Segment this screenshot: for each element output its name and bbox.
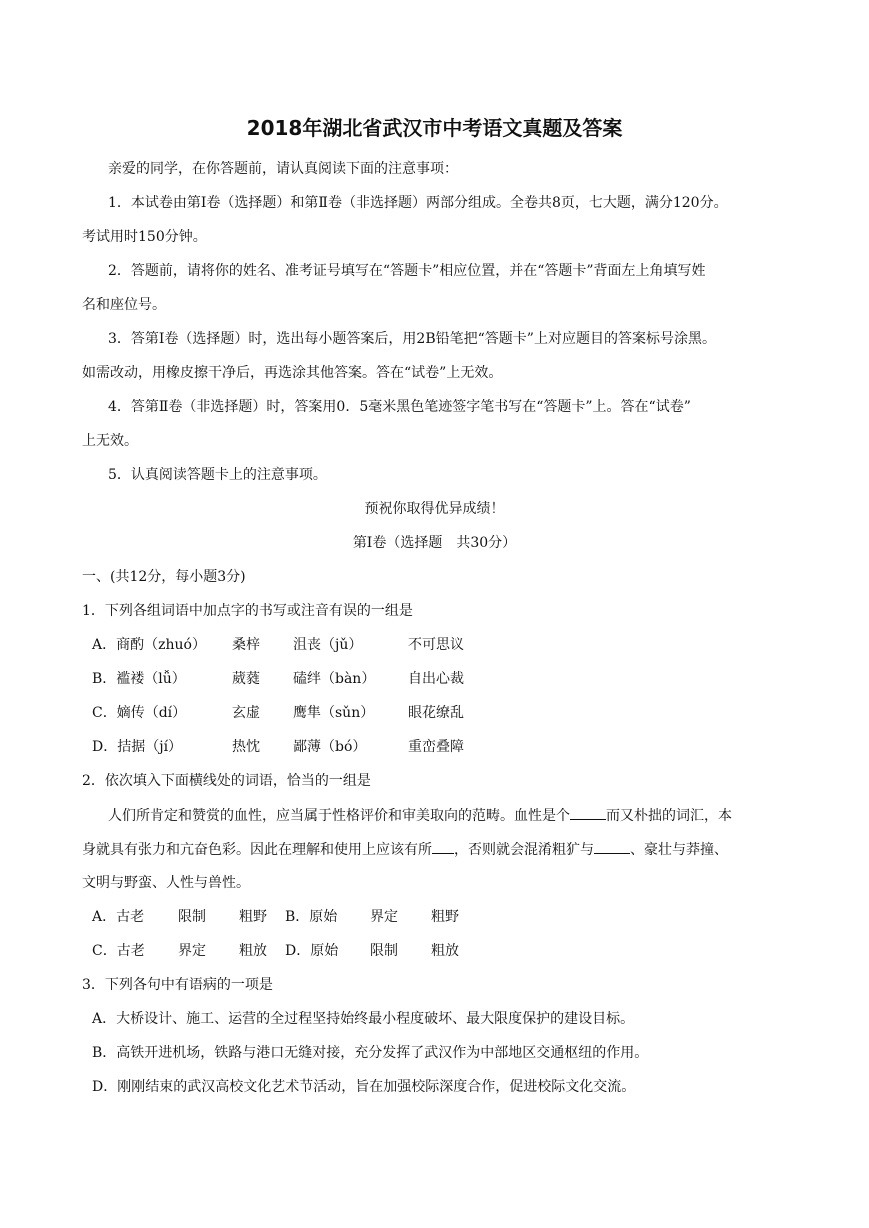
intro-text: 亲爱的同学，在你答题前，请认真阅读下面的注意事项： xyxy=(108,161,458,177)
option-cell: 自出心裁 xyxy=(408,671,464,687)
question-3-option-a: A．大桥设计、施工、运营的全过程坚持始终最小程度破坏、最大限度保护的建设目标。 xyxy=(92,1011,635,1027)
question-3-option-d: D．刚刚结束的武汉高校文化艺术节活动，旨在加强校际深度合作，促进校际文化交流。 xyxy=(92,1079,636,1095)
option-cell: C．嫡传（dí） xyxy=(92,705,187,721)
option-cell: 眼花缭乱 xyxy=(408,705,464,721)
fill-blank-1 xyxy=(570,805,606,820)
option-cell: B．原始 xyxy=(285,909,338,925)
option-cell: B．褴褛（lǚ） xyxy=(92,671,186,687)
passage-line-1 xyxy=(108,805,732,826)
question-3-option-b: B．高铁开进机场，铁路与港口无缝对接，充分发挥了武汉作为中部地区交通枢纽的作用。 xyxy=(92,1045,649,1061)
note-1-line-1: 1．本试卷由第Ⅰ卷（选择题）和第Ⅱ卷（非选择题）两部分组成。全卷共8页，七大题，满分120分。 xyxy=(108,195,728,211)
option-cell: 限制 xyxy=(178,909,206,925)
part-heading: 一、(共12分，每小题3分) xyxy=(82,569,246,585)
passage-text: 而又朴拙的词汇，本 xyxy=(606,808,732,824)
option-cell: 界定 xyxy=(370,909,398,925)
option-cell: 粗野 xyxy=(239,909,267,925)
option-cell: D．拮据（jí） xyxy=(92,739,183,755)
option-cell: 重峦叠障 xyxy=(408,739,464,755)
question-2-stem: 2．依次填入下面横线处的词语，恰当的一组是 xyxy=(82,773,371,789)
passage-line-2 xyxy=(82,839,728,860)
option-cell: 葳蕤 xyxy=(232,671,260,687)
option-cell: 玄虚 xyxy=(232,705,260,721)
question-1-stem: 1．下列各组词语中加点字的书写或注音有误的一组是 xyxy=(82,603,413,619)
option-cell: 粗放 xyxy=(431,943,459,959)
passage-line-3: 文明与野蛮、人性与兽性。 xyxy=(82,875,250,891)
note-3-line-1: 3．答第Ⅰ卷（选择题）时，选出每小题答案后，用2B铅笔把“答题卡”上对应题目的答案标号涂黑。 xyxy=(108,331,716,347)
option-cell: 桑梓 xyxy=(232,637,260,653)
option-cell: 不可思议 xyxy=(408,637,464,653)
passage-text: 人们所肯定和赞赏的血性，应当属于性格评价和审美取向的范畴。血性是个 xyxy=(108,808,570,824)
fill-blank-3 xyxy=(594,839,630,854)
option-cell: 鹰隼（sǔn） xyxy=(293,705,375,721)
passage-text: 身就具有张力和亢奋色彩。因此在理解和使用上应该有所 xyxy=(82,842,432,858)
option-cell: 粗野 xyxy=(431,909,459,925)
note-1-line-2: 考试用时150分钟。 xyxy=(82,229,207,245)
note-4-line-1: 4．答第Ⅱ卷（非选择题）时，答案用0．5毫米黑色笔迹签字笔书写在“答题卡”上。答在“试卷” xyxy=(108,399,691,415)
section-title: 第Ⅰ卷（选择题 共30分） xyxy=(352,535,517,551)
passage-text: 、豪壮与莽撞、 xyxy=(630,842,728,858)
option-cell: 沮丧（jǔ） xyxy=(293,637,363,653)
option-cell: 界定 xyxy=(178,943,206,959)
wish-text: 预祝你取得优异成绩！ xyxy=(364,501,505,517)
option-cell: A．古老 xyxy=(92,909,145,925)
fill-blank-2 xyxy=(432,839,454,854)
option-cell: C．古老 xyxy=(92,943,145,959)
option-cell: A．商酌（zhuó） xyxy=(92,637,206,653)
option-cell: 鄙薄（bó） xyxy=(293,739,367,755)
option-cell: 磕绊（bàn） xyxy=(293,671,376,687)
passage-text: ，否则就会混淆粗犷与 xyxy=(454,842,594,858)
note-2-line-1: 2．答题前，请将你的姓名、准考证号填写在“答题卡”相应位置，并在“答题卡”背面左上角填写姓 xyxy=(108,263,706,279)
page-title: 2018年湖北省武汉市中考语文真题及答案 xyxy=(246,116,623,140)
note-4-line-2: 上无效。 xyxy=(82,433,138,449)
note-2-line-2: 名和座位号。 xyxy=(82,297,166,313)
option-cell: 限制 xyxy=(370,943,398,959)
note-3-line-2: 如需改动，用橡皮擦干净后，再选涂其他答案。答在“试卷”上无效。 xyxy=(82,365,503,381)
question-3-stem: 3．下列各句中有语病的一项是 xyxy=(82,977,273,993)
option-cell: 热忱 xyxy=(232,739,260,755)
option-cell: D．原始 xyxy=(285,943,339,959)
option-cell: 粗放 xyxy=(239,943,267,959)
note-5: 5．认真阅读答题卡上的注意事项。 xyxy=(108,467,327,483)
